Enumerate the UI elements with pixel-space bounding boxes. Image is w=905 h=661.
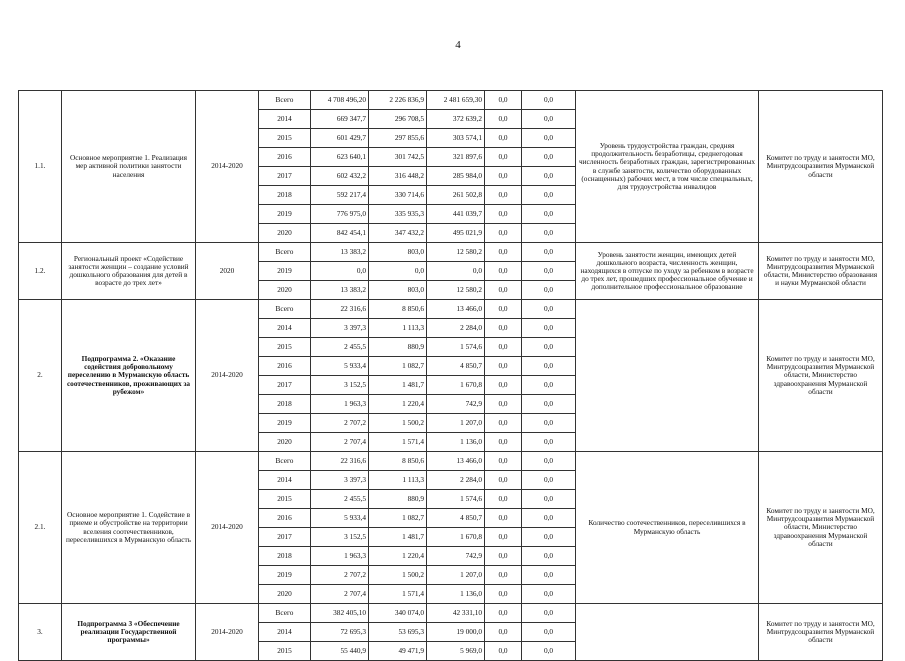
funding-cell: 1 136,0 [427,433,485,452]
funding-cell: 0,0 [522,604,576,623]
funding-cell: 0,0 [522,205,576,224]
funding-cell: 301 742,5 [369,148,427,167]
funding-cell: 0,0 [485,566,522,585]
section-number: 3. [19,604,62,661]
funding-cell: 1 670,8 [427,528,485,547]
funding-cell: 0,0 [522,376,576,395]
section-name: Подпрограмма 2. «Оказание содействия добровольному переселению в Мурманскую область соотечественников, проживающих за рубежом» [62,300,196,452]
total-cell: 602 432,2 [311,167,369,186]
total-cell: 3 152,5 [311,376,369,395]
total-cell: 72 695,3 [311,623,369,642]
total-cell: 2 455,5 [311,490,369,509]
funding-cell: 2 284,0 [427,319,485,338]
funding-cell: 0,0 [522,547,576,566]
funding-cell: 0,0 [522,167,576,186]
executor-cell: Комитет по труду и занятости МО, Минтрудсоцразвития Мурманской области, Министерство образования и науки Мурманской области [759,243,883,300]
funding-cell: 0,0 [522,91,576,110]
year-cell: 2019 [259,566,311,585]
total-cell: 2 707,2 [311,566,369,585]
funding-cell: 19 000,0 [427,623,485,642]
funding-cell: 335 935,3 [369,205,427,224]
funding-cell: 1 113,3 [369,319,427,338]
section-period: 2014-2020 [196,604,259,661]
year-cell: 2020 [259,585,311,604]
section-name: Подпрограмма 3 «Обеспечение реализации Государственной программы» [62,604,196,661]
year-cell: 2017 [259,376,311,395]
funding-cell: 2 284,0 [427,471,485,490]
indicator-cell [576,300,759,452]
total-cell: 3 152,5 [311,528,369,547]
funding-cell: 1 207,0 [427,566,485,585]
funding-cell: 742,9 [427,395,485,414]
executor-cell: Комитет по труду и занятости МО, Минтрудсоцразвития Мурманской области, Министерство здравоохранения Мурманской области [759,300,883,452]
year-cell: 2015 [259,490,311,509]
funding-cell: 0,0 [522,357,576,376]
table-row [19,243,883,262]
funding-cell: 880,9 [369,338,427,357]
table-body [19,91,883,661]
funding-cell: 0,0 [485,604,522,623]
total-cell: 2 707,4 [311,433,369,452]
year-cell: 2016 [259,357,311,376]
funding-cell: 0,0 [522,148,576,167]
funding-cell: 0,0 [485,243,522,262]
funding-cell: 0,0 [485,490,522,509]
section-period: 2014-2020 [196,452,259,604]
indicator-cell: Количество соотечественников, переселившихся в Мурманскую область [576,452,759,604]
total-cell: 842 454,1 [311,224,369,243]
funding-cell: 441 039,7 [427,205,485,224]
year-cell: 2015 [259,642,311,661]
funding-cell: 0,0 [485,186,522,205]
funding-cell: 1 082,7 [369,509,427,528]
funding-cell: 1 136,0 [427,585,485,604]
funding-cell: 0,0 [485,167,522,186]
funding-cell: 1 207,0 [427,414,485,433]
funding-cell: 42 331,10 [427,604,485,623]
year-cell: 2019 [259,414,311,433]
funding-cell: 0,0 [485,395,522,414]
funding-cell: 0,0 [485,623,522,642]
total-cell: 592 217,4 [311,186,369,205]
funding-cell: 0,0 [522,509,576,528]
year-cell: 2020 [259,433,311,452]
funding-cell: 0,0 [485,129,522,148]
funding-cell: 1 571,4 [369,585,427,604]
funding-cell: 0,0 [485,585,522,604]
executor-cell: Комитет по труду и занятости МО, Минтрудсоцразвития Мурманской области [759,604,883,661]
section-number: 1.2. [19,243,62,300]
funding-cell: 803,0 [369,243,427,262]
section-period: 2014-2020 [196,300,259,452]
funding-cell: 0,0 [522,395,576,414]
indicator-cell [576,604,759,661]
funding-cell: 330 714,6 [369,186,427,205]
year-cell: 2014 [259,110,311,129]
funding-cell: 321 897,6 [427,148,485,167]
funding-cell: 1 481,7 [369,376,427,395]
funding-cell: 0,0 [522,433,576,452]
program-table [18,90,883,661]
funding-cell: 0,0 [522,129,576,148]
total-cell: 13 383,2 [311,281,369,300]
year-cell: Всего [259,452,311,471]
funding-cell: 297 855,6 [369,129,427,148]
total-cell: 3 397,3 [311,319,369,338]
funding-cell: 5 969,0 [427,642,485,661]
funding-cell: 1 571,4 [369,433,427,452]
year-cell: 2015 [259,338,311,357]
year-cell: 2017 [259,167,311,186]
year-cell: 2014 [259,623,311,642]
funding-cell: 0,0 [485,376,522,395]
funding-cell: 285 984,0 [427,167,485,186]
funding-cell: 4 850,7 [427,509,485,528]
funding-cell: 296 708,5 [369,110,427,129]
table-row [19,300,883,319]
year-cell: 2018 [259,395,311,414]
total-cell: 13 383,2 [311,243,369,262]
total-cell: 2 707,2 [311,414,369,433]
funding-cell: 0,0 [427,262,485,281]
funding-cell: 2 481 659,30 [427,91,485,110]
year-cell: Всего [259,604,311,623]
funding-cell: 0,0 [522,338,576,357]
section-name: Основное мероприятие 1. Реализация мер активной политики занятости населения [62,91,196,243]
funding-cell: 347 432,2 [369,224,427,243]
table-row [19,604,883,623]
funding-cell: 13 466,0 [427,300,485,319]
funding-cell: 0,0 [522,186,576,205]
funding-cell: 803,0 [369,281,427,300]
indicator-cell: Уровень занятости женщин, имеющих детей дошкольного возраста, численность женщин, находящихся в отпуске по уходу за ребенком в возрасте до трех лет, прошедших профессиональное обучение и дополнительное профессиональное образование [576,243,759,300]
total-cell: 5 933,4 [311,357,369,376]
funding-cell: 0,0 [522,452,576,471]
section-number: 1.1. [19,91,62,243]
year-cell: 2014 [259,471,311,490]
year-cell: 2016 [259,148,311,167]
funding-cell: 2 226 836,9 [369,91,427,110]
funding-cell: 316 448,2 [369,167,427,186]
funding-cell: 340 074,0 [369,604,427,623]
funding-cell: 0,0 [485,338,522,357]
funding-cell: 0,0 [485,148,522,167]
funding-cell: 1 082,7 [369,357,427,376]
year-cell: 2016 [259,509,311,528]
funding-cell: 0,0 [485,281,522,300]
year-cell: 2019 [259,262,311,281]
funding-cell: 0,0 [485,205,522,224]
year-cell: 2017 [259,528,311,547]
total-cell: 0,0 [311,262,369,281]
funding-cell: 0,0 [522,414,576,433]
total-cell: 623 640,1 [311,148,369,167]
funding-cell: 372 639,2 [427,110,485,129]
funding-cell: 0,0 [485,452,522,471]
funding-cell: 0,0 [485,262,522,281]
executor-cell: Комитет по труду и занятости МО, Минтрудсоцразвития Мурманской области, Министерство здравоохранения Мурманской области [759,452,883,604]
funding-cell: 0,0 [522,471,576,490]
table-row [19,91,883,110]
funding-cell: 12 580,2 [427,281,485,300]
funding-cell: 0,0 [522,566,576,585]
year-cell: 2018 [259,186,311,205]
funding-cell: 0,0 [522,585,576,604]
total-cell: 2 707,4 [311,585,369,604]
funding-cell: 0,0 [485,91,522,110]
funding-cell: 0,0 [522,623,576,642]
funding-cell: 0,0 [522,224,576,243]
funding-cell: 0,0 [522,262,576,281]
funding-cell: 0,0 [485,509,522,528]
funding-cell: 0,0 [485,471,522,490]
funding-cell: 0,0 [522,110,576,129]
total-cell: 4 708 496,20 [311,91,369,110]
funding-cell: 1 500,2 [369,414,427,433]
funding-cell: 0,0 [485,642,522,661]
funding-cell: 0,0 [522,528,576,547]
total-cell: 669 347,7 [311,110,369,129]
total-cell: 2 455,5 [311,338,369,357]
funding-cell: 0,0 [522,300,576,319]
section-name: Региональный проект «Содействие занятости женщин – создание условий дошкольного образования для детей в возрасте до трех лет» [62,243,196,300]
total-cell: 776 975,0 [311,205,369,224]
section-number: 2.1. [19,452,62,604]
year-cell: 2020 [259,224,311,243]
funding-cell: 261 502,8 [427,186,485,205]
year-cell: Всего [259,91,311,110]
funding-cell: 12 580,2 [427,243,485,262]
total-cell: 22 316,6 [311,452,369,471]
total-cell: 1 963,3 [311,395,369,414]
page-number: 4 [455,39,461,51]
table-row [19,452,883,471]
funding-cell: 1 574,6 [427,338,485,357]
funding-cell: 0,0 [485,528,522,547]
funding-cell: 0,0 [485,547,522,566]
funding-cell: 1 220,4 [369,395,427,414]
funding-cell: 0,0 [522,281,576,300]
funding-cell: 0,0 [522,319,576,338]
total-cell: 1 963,3 [311,547,369,566]
funding-cell: 0,0 [485,224,522,243]
funding-cell: 0,0 [522,642,576,661]
funding-cell: 0,0 [522,490,576,509]
total-cell: 601 429,7 [311,129,369,148]
funding-cell: 1 481,7 [369,528,427,547]
funding-cell: 53 695,3 [369,623,427,642]
funding-cell: 13 466,0 [427,452,485,471]
funding-cell: 880,9 [369,490,427,509]
funding-cell: 0,0 [485,433,522,452]
funding-cell: 303 574,1 [427,129,485,148]
section-number: 2. [19,300,62,452]
section-name: Основное мероприятие 1. Содействие в приеме и обустройстве на территории вселения соотечественников, переселившихся в Мурманскую область [62,452,196,604]
funding-cell: 49 471,9 [369,642,427,661]
section-period: 2014-2020 [196,91,259,243]
year-cell: 2020 [259,281,311,300]
section-period: 2020 [196,243,259,300]
funding-cell: 0,0 [522,243,576,262]
year-cell: 2018 [259,547,311,566]
total-cell: 22 316,6 [311,300,369,319]
funding-cell: 0,0 [485,414,522,433]
funding-cell: 1 574,6 [427,490,485,509]
year-cell: Всего [259,300,311,319]
funding-cell: 4 850,7 [427,357,485,376]
funding-cell: 1 220,4 [369,547,427,566]
total-cell: 3 397,3 [311,471,369,490]
executor-cell: Комитет по труду и занятости МО, Минтрудсоцразвития Мурманской области [759,91,883,243]
funding-cell: 1 113,3 [369,471,427,490]
year-cell: 2015 [259,129,311,148]
year-cell: Всего [259,243,311,262]
indicator-cell: Уровень трудоустройства граждан, средняя продолжительность безработицы, среднегодовая численность безработных граждан, зарегистрированных в службе занятости, количество оборудованных (оснащенных) рабочих мест, в том числе специальных, для трудоустройства инвалидов [576,91,759,243]
total-cell: 55 440,9 [311,642,369,661]
year-cell: 2019 [259,205,311,224]
funding-cell: 8 850,6 [369,300,427,319]
funding-cell: 0,0 [369,262,427,281]
funding-cell: 495 021,9 [427,224,485,243]
year-cell: 2014 [259,319,311,338]
funding-cell: 0,0 [485,300,522,319]
total-cell: 5 933,4 [311,509,369,528]
funding-cell: 0,0 [485,357,522,376]
funding-cell: 0,0 [485,110,522,129]
funding-cell: 1 670,8 [427,376,485,395]
funding-cell: 1 500,2 [369,566,427,585]
funding-cell: 742,9 [427,547,485,566]
total-cell: 382 405,10 [311,604,369,623]
funding-cell: 0,0 [485,319,522,338]
funding-cell: 8 850,6 [369,452,427,471]
